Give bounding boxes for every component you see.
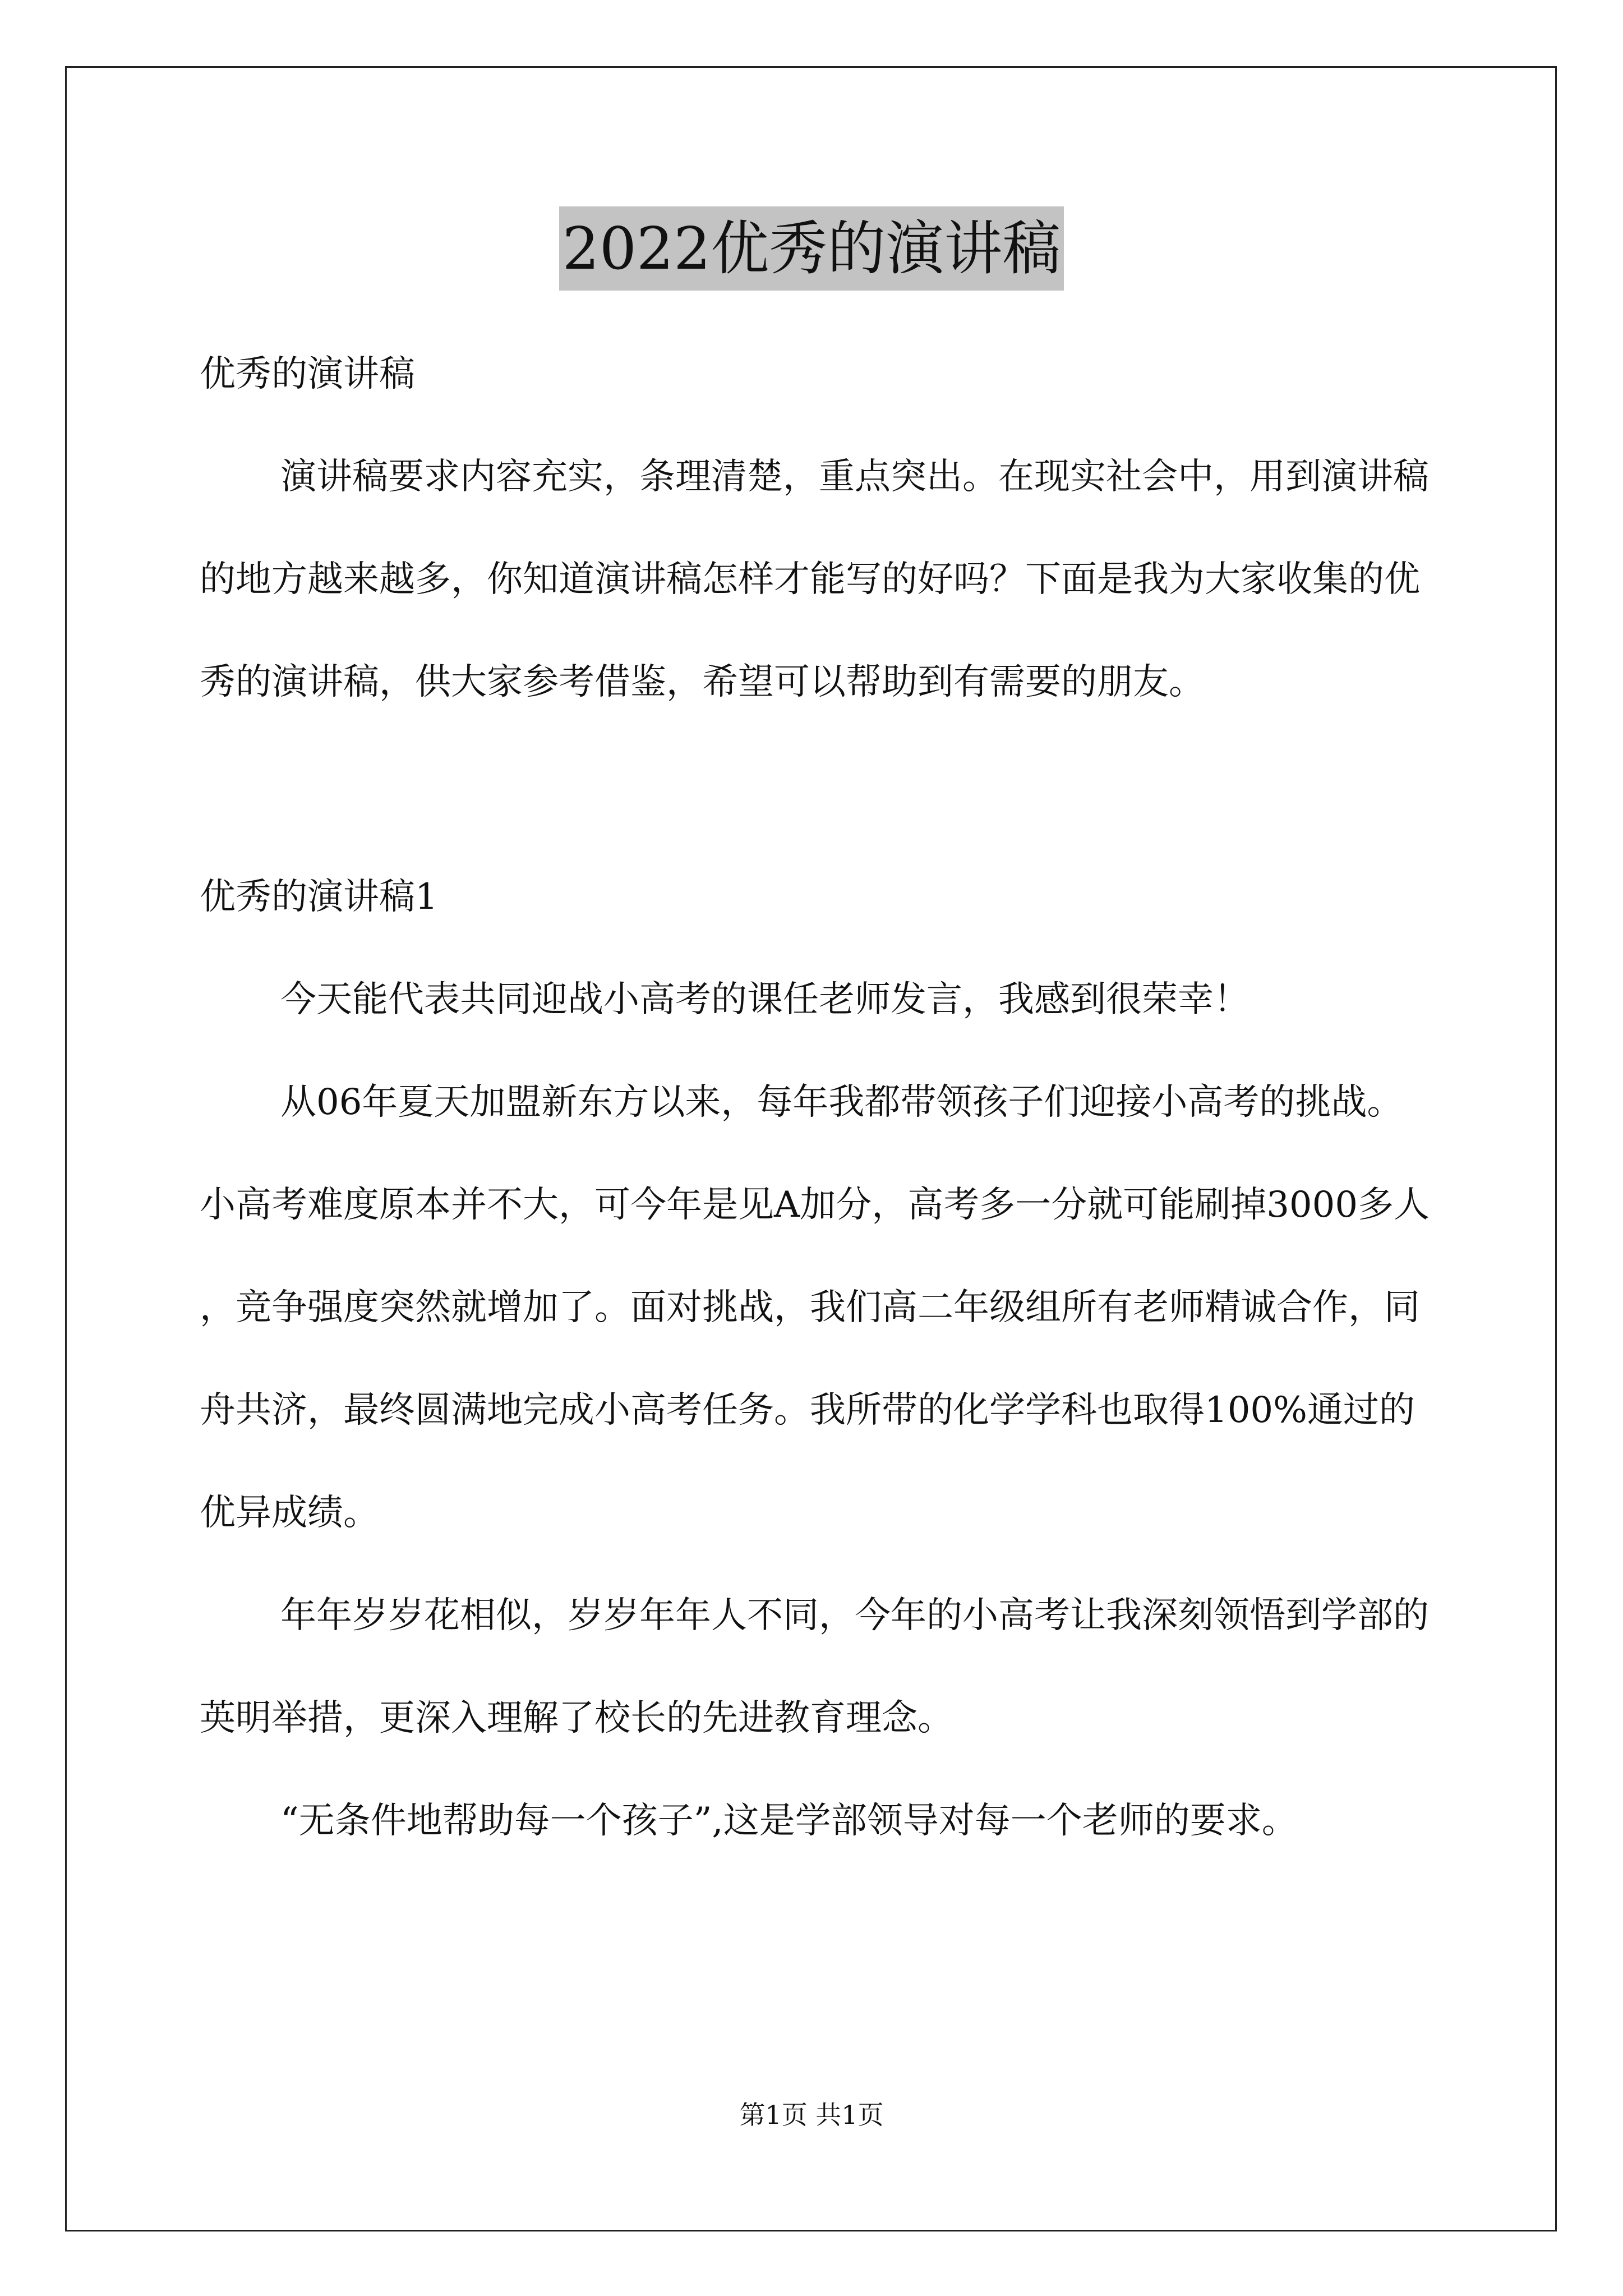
intro-paragraph: 演讲稿要求内容充实，条理清楚，重点突出。在现实社会中，用到演讲稿的地方越来越多，你知道演讲稿怎样才能写的好吗？下面是我为大家收集的优秀的演讲稿，供大家参考借鉴，希望可以帮助到有需要的朋友。: [200, 456, 1429, 703]
section-heading-1: 优秀的演讲稿1: [200, 876, 438, 918]
document-body: [200, 323, 1433, 1872]
document-title: 2022优秀的演讲稿: [559, 206, 1064, 291]
title-container: [0, 206, 1623, 291]
body-paragraph-4: “无条件地帮助每一个孩子”,这是学部领导对每一个老师的要求。: [280, 1800, 1298, 1842]
body-paragraph-3: 年年岁岁花相似，岁岁年年人不同，今年的小高考让我深刻领悟到学部的英明举措，更深入理解了校长的先进教育理念。: [200, 1595, 1429, 1739]
body-paragraph-1: 今天能代表共同迎战小高考的课任老师发言，我感到很荣幸！: [280, 979, 1249, 1020]
section-heading-intro: 优秀的演讲稿: [200, 353, 415, 395]
body-paragraph-2: 从06年夏天加盟新东方以来，每年我都带领孩子们迎接小高考的挑战。小高考难度原本并不大，可今年是见A加分，高考多一分就可能刷掉3000多人 ，竞争强度突然就增加了。面对挑战，我们高二年级组所有老师精诚合作，同舟共济，最终圆满地完成小高考任务。我所带的化学学科也取得100%通过的优异成绩。: [200, 1082, 1430, 1534]
page-footer: 第1页 共1页: [739, 2100, 884, 2130]
section-spacer: [200, 734, 1433, 846]
